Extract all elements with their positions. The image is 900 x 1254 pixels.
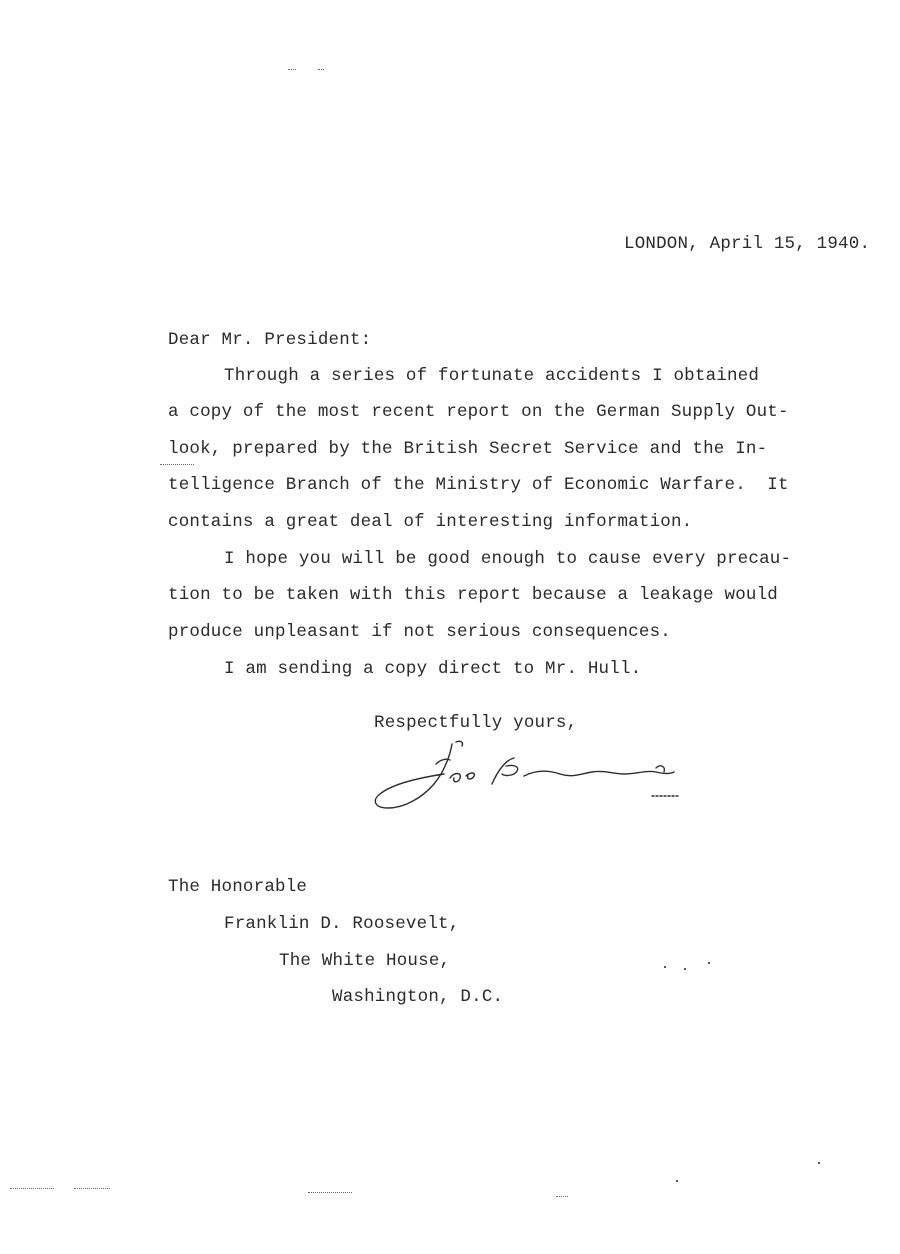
body-line: contains a great deal of interesting information. — [168, 512, 693, 532]
body-line: I hope you will be good enough to cause every precau- — [224, 549, 792, 569]
body-line: Through a series of fortunate accidents I obtained — [224, 366, 760, 386]
scan-speck — [556, 1196, 568, 1198]
scan-speck — [708, 962, 710, 964]
scan-speck — [818, 1162, 820, 1164]
address-line: Franklin D. Roosevelt, — [224, 914, 460, 934]
scan-speck — [74, 1188, 110, 1190]
body-line: look, prepared by the British Secret Service and the In- — [168, 439, 768, 459]
scan-speck — [160, 464, 194, 466]
scan-speck — [10, 1188, 54, 1190]
scan-speck — [676, 1180, 678, 1182]
body-line: telligence Branch of the Ministry of Economic Warfare. It — [168, 475, 789, 495]
scan-speck — [664, 966, 666, 968]
dateline: LONDON, April 15, 1940. — [624, 234, 871, 254]
closing: Respectfully yours, — [374, 713, 578, 733]
address-line: The White House, — [279, 951, 451, 971]
scan-speck — [288, 69, 296, 71]
scan-speck — [684, 968, 686, 970]
address-line: Washington, D.C. — [332, 987, 504, 1007]
address-line: The Honorable — [168, 877, 308, 897]
signature — [366, 738, 686, 814]
body-line: tion to be taken with this report because a leakage would — [168, 585, 778, 605]
salutation: Dear Mr. President: — [168, 330, 372, 350]
body-line: produce unpleasant if not serious consequences. — [168, 622, 671, 642]
body-line: I am sending a copy direct to Mr. Hull. — [224, 659, 642, 679]
scan-speck — [318, 69, 324, 71]
scan-speck — [308, 1192, 352, 1194]
body-line: a copy of the most recent report on the German Supply Out- — [168, 402, 789, 422]
